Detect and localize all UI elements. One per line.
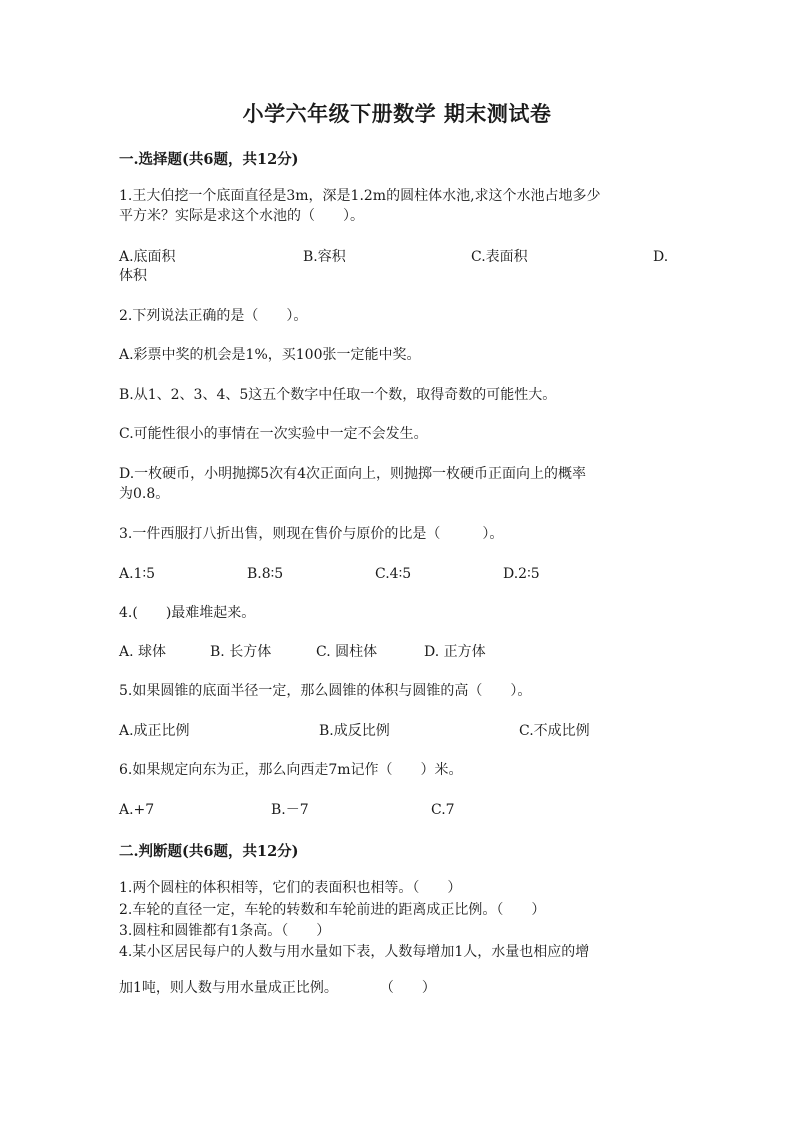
question-3-option-a: A.1∶5 (119, 566, 156, 582)
section-heading-choice: 一.选择题(共6题，共12分) (119, 151, 299, 168)
question-1-stem: 1.王大伯挖一个底面直径是3m，深是1.2m的圆柱体水池,求这个水池占地多少 (119, 188, 601, 204)
question-2-option-c: C.可能性很小的事情在一次实验中一定不会发生。 (119, 426, 428, 442)
question-6-option-b: B.－7 (271, 802, 309, 818)
question-2-option-d: D.一枚硬币，小明抛掷5次有4次正面向上，则抛掷一枚硬币正面向上的概率 (119, 466, 586, 482)
question-4-option-a: A. 球体 (119, 644, 167, 660)
question-2-option-d-cont: 为0.8。 (119, 486, 170, 502)
judgement-line-1: 1.两个圆柱的体积相等，它们的表面积也相等。（ ） (119, 880, 462, 896)
question-2-option-b: B.从1、2、3、4、5这五个数字中任取一个数，取得奇数的可能性大。 (119, 387, 557, 403)
question-4-option-d: D. 正方体 (424, 644, 486, 660)
question-1-option-c: C.表面积 (471, 249, 528, 265)
question-6-option-c: C.7 (431, 802, 455, 818)
question-3-option-c: C.4∶5 (375, 566, 412, 582)
question-6-stem: 6.如果规定向东为正，那么向西走7m记作（ ）米。 (119, 762, 463, 778)
question-2-stem: 2.下列说法正确的是（ ）。 (119, 308, 308, 324)
question-4-option-c: C. 圆柱体 (316, 644, 378, 660)
judgement-line-3: 3.圆柱和圆锥都有1条高。（ ） (119, 923, 331, 939)
question-3-option-d: D.2∶5 (503, 566, 540, 582)
page-title: 小学六年级下册数学 期末测试卷 (242, 101, 552, 126)
section-heading-judgement: 二.判断题(共6题，共12分) (119, 843, 299, 860)
question-3-stem: 3.一件西服打八折出售，则现在售价与原价的比是（ ）。 (119, 526, 504, 542)
question-1-stem-cont: 平方米？实际是求这个水池的（ ）。 (119, 208, 364, 224)
question-5-option-b: B.成反比例 (319, 723, 390, 739)
judgement-line-4-cont: 加1吨，则人数与用水量成正比例。 （ ） (119, 980, 436, 996)
question-2-option-a: A.彩票中奖的机会是1%，买100张一定能中奖。 (119, 347, 421, 363)
question-5-option-c: C.不成比例 (519, 723, 590, 739)
question-3-option-b: B.8∶5 (247, 566, 284, 582)
question-5-option-a: A.成正比例 (119, 723, 190, 739)
question-4-option-b: B. 长方体 (210, 644, 272, 660)
question-4-stem: 4.( )最难堆起来。 (119, 605, 256, 621)
question-1-option-b: B.容积 (303, 249, 346, 265)
question-1-option-d: D. (653, 249, 669, 265)
judgement-line-4: 4.某小区居民每户的人数与用水量如下表，人数每增加1人，水量也相应的增 (119, 944, 590, 960)
question-1-option-a: A.底面积 (119, 249, 176, 265)
judgement-line-2: 2.车轮的直径一定，车轮的转数和车轮前进的距离成正比例。（ ） (119, 902, 546, 918)
question-1-option-d-cont: 体积 (119, 268, 147, 284)
question-5-stem: 5.如果圆锥的底面半径一定，那么圆锥的体积与圆锥的高（ ）。 (119, 683, 532, 699)
question-6-option-a: A.+7 (119, 802, 155, 818)
